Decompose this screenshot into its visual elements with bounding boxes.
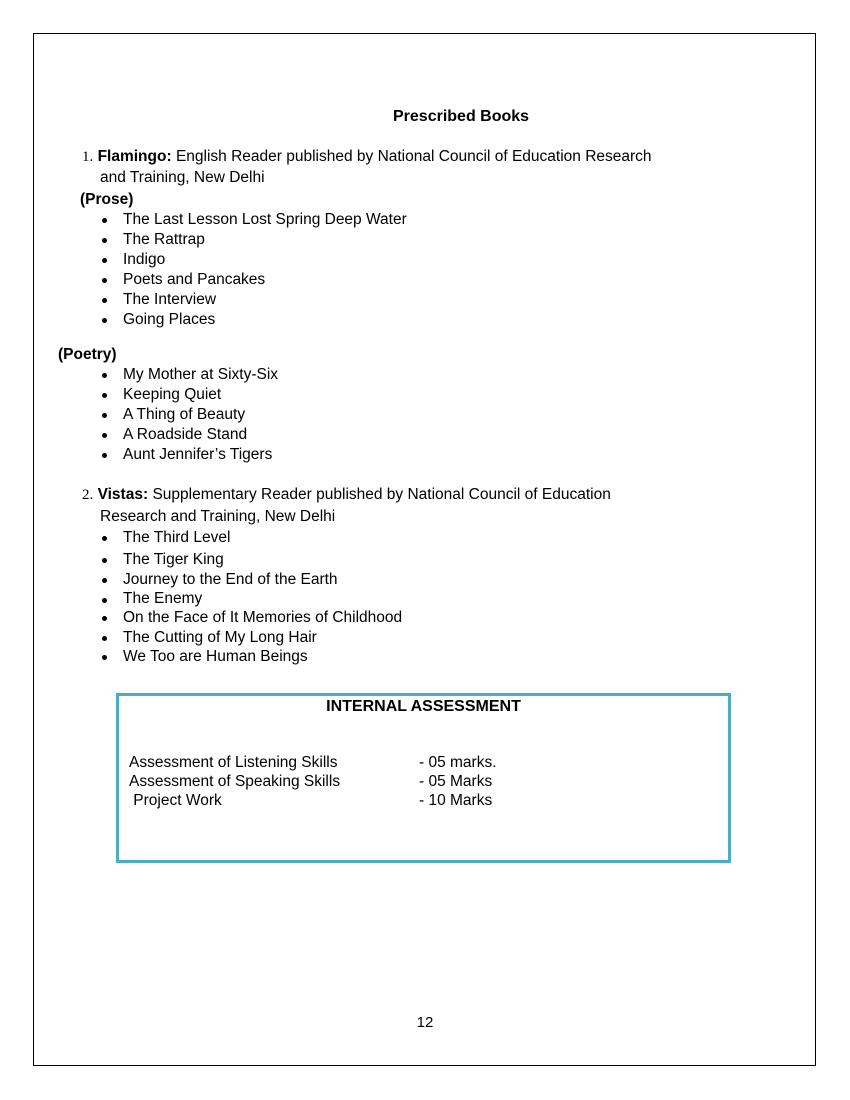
- book-2-desc-line-2: Research and Training, New Delhi: [100, 508, 336, 525]
- list-item: Aunt Jennifer’s Tigers: [100, 445, 278, 465]
- list-item: My Mother at Sixty-Six: [100, 365, 278, 385]
- list-item: A Thing of Beauty: [100, 405, 278, 425]
- list-item: On the Face of It Memories of Childhood: [100, 608, 402, 628]
- assessment-row: [119, 791, 728, 810]
- vistas-list: [100, 528, 402, 667]
- assessment-marks: - 05 Marks: [419, 773, 493, 790]
- book-1-line-1: [82, 147, 652, 167]
- list-item: Going Places: [100, 310, 407, 330]
- poetry-list: [100, 365, 278, 465]
- list-item: The Interview: [100, 290, 407, 310]
- book-2-line-1: [82, 485, 611, 505]
- list-item: Keeping Quiet: [100, 385, 278, 405]
- book-2-desc-line-1: Supplementary Reader published by National Council of Education: [152, 486, 611, 503]
- book-1-desc-line-2: and Training, New Delhi: [100, 169, 265, 186]
- list-item: The Rattrap: [100, 230, 407, 250]
- list-item: Journey to the End of the Earth: [100, 570, 402, 590]
- book-2-number: 2.: [82, 487, 94, 503]
- assessment-row: [119, 772, 728, 791]
- list-item: A Roadside Stand: [100, 425, 278, 445]
- list-item: The Third Level: [100, 528, 402, 548]
- assessment-label: Assessment of Speaking Skills: [129, 773, 341, 790]
- page-number: 12: [416, 1014, 434, 1031]
- assessment-marks: - 10 Marks: [419, 792, 493, 809]
- book-2-name: Vistas:: [97, 486, 149, 503]
- list-item: The Cutting of My Long Hair: [100, 628, 402, 647]
- list-item: The Enemy: [100, 590, 402, 608]
- assessment-marks: - 05 marks.: [419, 754, 497, 771]
- prose-heading: (Prose): [80, 191, 134, 208]
- prose-list: [100, 210, 407, 330]
- list-item: The Tiger King: [100, 550, 402, 570]
- poetry-heading: (Poetry): [58, 346, 117, 363]
- list-item: We Too are Human Beings: [100, 647, 402, 667]
- assessment-label: Project Work: [129, 792, 222, 809]
- internal-assessment-box: [116, 693, 731, 863]
- assessment-title: INTERNAL ASSESSMENT: [326, 698, 521, 715]
- book-1-desc-line-1: English Reader published by National Council of Education Research: [175, 148, 652, 165]
- list-item: Poets and Pancakes: [100, 270, 407, 290]
- list-item: Indigo: [100, 250, 407, 270]
- book-1-name: Flamingo:: [97, 148, 172, 165]
- page-title: Prescribed Books: [393, 108, 530, 125]
- book-1-number: 1.: [82, 149, 94, 165]
- list-item: The Last Lesson Lost Spring Deep Water: [100, 210, 407, 230]
- assessment-label: Assessment of Listening Skills: [129, 754, 338, 771]
- assessment-row: [119, 753, 728, 772]
